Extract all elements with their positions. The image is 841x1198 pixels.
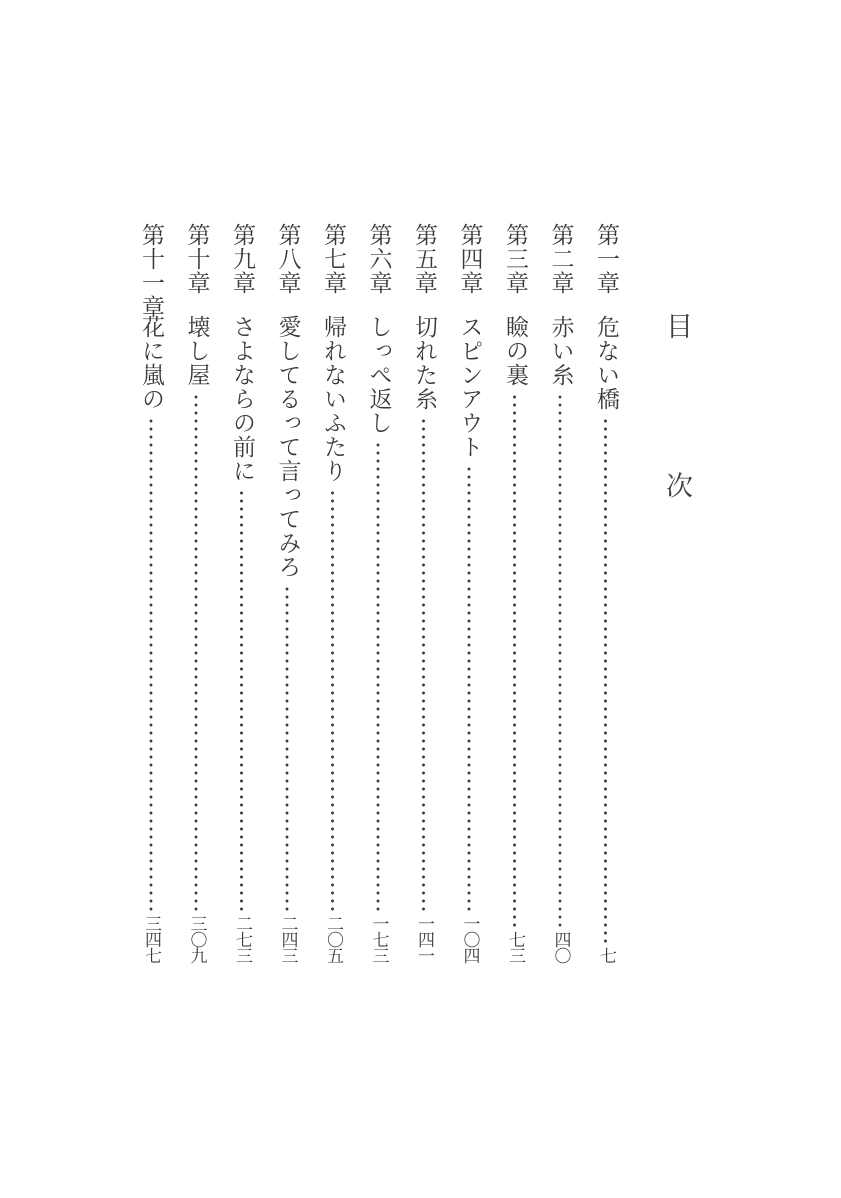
chapter-title: 切れた糸 [411,315,437,411]
chapter-number: 第二章 [547,223,574,295]
chapter-title: さよならの前に [229,315,255,483]
chapter-number: 第十章 [183,223,210,295]
chapter-line [446,315,492,963]
dot-leader [446,465,492,911]
dot-leader [583,417,629,943]
chapter-title: 愛してるって言ってみろ [274,315,301,579]
chapter-title: 帰れないふたり [320,315,346,483]
chapter-number: 第五章 [411,223,437,295]
page-number: 七三 [505,931,525,963]
chapter-number: 第四章 [456,223,483,295]
page-number: 七 [596,947,616,963]
page-number: 四〇 [550,931,571,963]
toc-entry[interactable] [446,223,492,963]
page-number: 三四七 [141,915,161,963]
chapter-line [492,315,538,963]
dot-leader [401,417,447,911]
page-number: 二〇五 [323,915,343,963]
chapter-number: 第八章 [274,223,301,295]
chapter-title: スピンアウト [456,315,483,459]
dot-leader [128,417,174,911]
page-number: 二七三 [232,915,252,963]
chapter-title: しっぺ返し [365,315,392,435]
dot-leader [537,393,583,927]
page-number: 一四一 [414,915,434,963]
chapter-line [219,315,265,963]
chapter-title: 花に嵐の [138,315,164,411]
toc-entry[interactable] [401,223,447,963]
page-number: 三〇九 [186,915,207,963]
toc-entry[interactable] [264,223,310,963]
toc-entry[interactable] [310,223,356,963]
toc-entry[interactable] [537,223,583,963]
chapter-number: 第九章 [229,223,255,295]
toc-entry[interactable] [128,223,174,963]
chapter-line [264,315,310,963]
chapter-line [128,315,174,963]
chapter-line [401,315,447,963]
toc-entry[interactable] [492,223,538,963]
toc-entries [128,223,628,963]
chapter-title: 赤い糸 [547,315,574,387]
toc-entry[interactable] [173,223,219,963]
chapter-line [310,315,356,963]
toc-entry[interactable] [219,223,265,963]
chapter-number: 第七章 [320,223,346,295]
chapter-title: 危ない橋 [593,315,619,411]
dot-leader [355,441,401,911]
toc-heading: 目 次 [661,312,692,561]
chapter-line [583,315,629,963]
dot-leader [219,489,265,911]
chapter-line [173,315,219,963]
chapter-line [537,315,583,963]
chapter-number: 第六章 [365,223,392,295]
chapter-title: 瞼の裏 [502,315,528,387]
page-number: 一七三 [368,915,389,963]
page-number: 一〇四 [459,915,480,963]
dot-leader [173,393,219,911]
chapter-number: 第十一章 [138,223,164,319]
chapter-number: 第三章 [502,223,528,295]
chapter-line [355,315,401,963]
toc-entry[interactable] [583,223,629,963]
dot-leader [310,489,356,911]
toc-entry[interactable] [355,223,401,963]
dot-leader [264,585,310,911]
dot-leader [492,393,538,927]
chapter-number: 第一章 [593,223,619,295]
chapter-title: 壊し屋 [183,315,210,387]
page-number: 二四三 [277,915,298,963]
